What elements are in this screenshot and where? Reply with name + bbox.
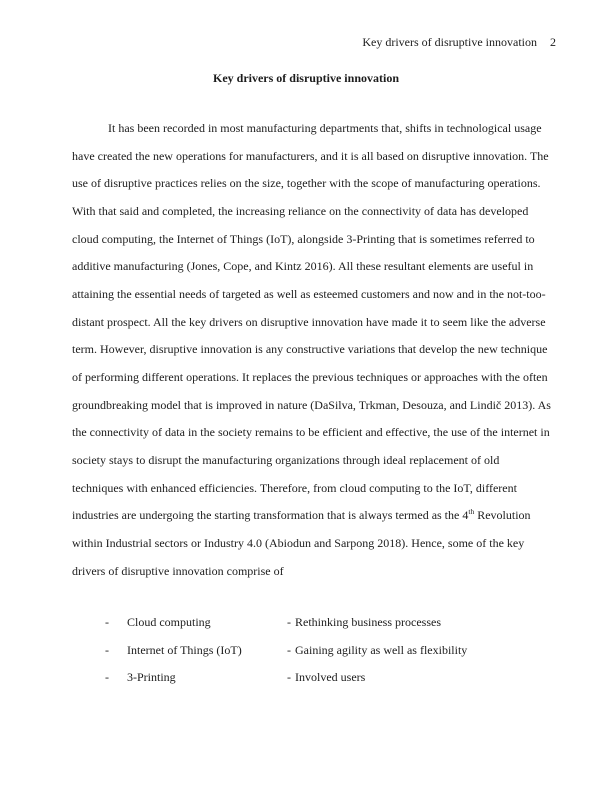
- list-item-right: [287, 664, 365, 692]
- list-item-label: Cloud computing: [127, 615, 211, 629]
- bullet-dash: -: [105, 615, 109, 629]
- page-number: 2: [550, 35, 556, 49]
- bullet-dash: -: [105, 642, 109, 657]
- list-item-right: [287, 637, 467, 665]
- document-title: Key drivers of disruptive innovation: [212, 71, 399, 85]
- list-row: [72, 664, 553, 692]
- bullet-dash: -: [287, 615, 291, 629]
- list-item-label: Internet of Things (IoT): [127, 642, 242, 657]
- body-paragraph: [72, 115, 553, 585]
- list-item-label: 3-Printing: [127, 670, 176, 685]
- page-header: [72, 35, 556, 50]
- list-item-left: [72, 664, 287, 692]
- list-item-label: Involved users: [295, 670, 366, 685]
- list-item-label: Rethinking business processes: [295, 615, 441, 629]
- list-item-right: [287, 609, 441, 637]
- bullet-dash: -: [287, 642, 291, 657]
- key-drivers-list: [72, 609, 553, 692]
- running-head: Key drivers of disruptive innovation: [362, 35, 537, 49]
- list-item-left: [72, 637, 287, 665]
- paragraph-text-continued: Revolution within Industrial sectors or Industry 4.0 (Abiodun and Sarpong 2018). Hence, some of the key drivers of disruptive innovation comprise of: [72, 508, 531, 578]
- list-row: [72, 637, 553, 665]
- bullet-dash: -: [105, 670, 109, 685]
- list-item-left: [72, 609, 287, 637]
- paragraph-text: It has been recorded in most manufacturing departments that, shifts in technological usage have created the new operations for manufacturers, and it is all based on disruptive innovation. The use of disruptive practices relies on the size, together with the scope of manufacturing operations. With that said and completed, the increasing reliance on the connectivity of data has developed cloud computing, the Internet of Things (IoT), alongside 3-Printing that is sometimes referred to additive manufacturing (Jones, Cope, and Kintz 2016). All these resultant elements are useful in attaining the essential needs of targeted as well as esteemed customers and now and in the not-too-distant prospect. All the key drivers on disruptive innovation have made it to seem like the adverse term. However, disruptive innovation is any constructive variations that develop the new technique of performing different operations. It replaces the previous techniques or approaches with the often groundbreaking model that is improved in nature (DaSilva, Trkman, Desouza, and Lindič 2013). As the connectivity of data in the society remains to be efficient and effective, the use of the internet in society stays to disrupt the manufacturing organizations through ideal replacement of old techniques with enhanced efficiencies. Therefore, from cloud computing to the IoT, different industries are undergoing the starting transformation that is always termed as the 4: [72, 121, 551, 523]
- list-item-label: Gaining agility as well as flexibility: [295, 642, 468, 657]
- list-row: [72, 609, 553, 637]
- bullet-dash: -: [287, 670, 291, 685]
- ordinal-superscript: th: [468, 507, 475, 517]
